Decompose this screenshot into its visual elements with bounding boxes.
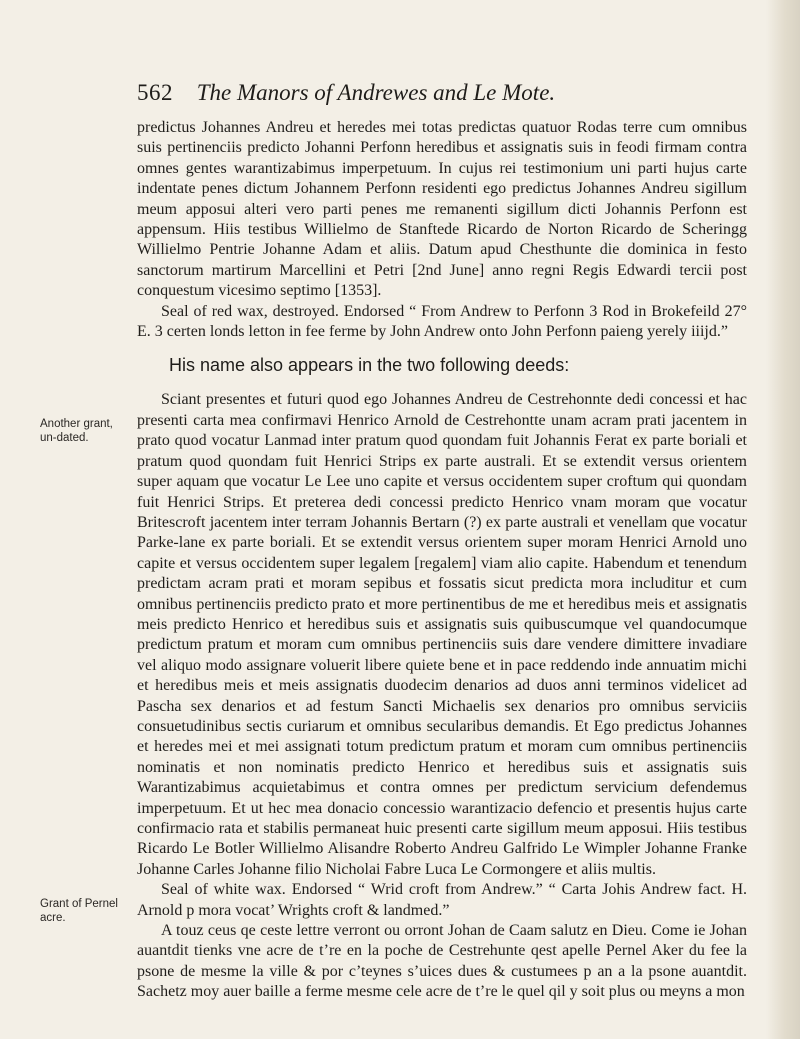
paragraph-seal-note-2: Seal of white wax. Endorsed “ Wrid croft from Andrew.” “ Carta Johis Andrew fact. H. Arnold p mora vocat’ Wrights croft & landmed.”	[137, 881, 747, 919]
paragraph-seal-note-1: Seal of red wax, destroyed. Endorsed “ From Andrew to Perfonn 3 Rod in Brokefeild 27° E. 3 certen londs letton in fee ferme by John Andrew onto John Perfonn paieng yerely iiijd.”	[137, 302, 747, 341]
paragraph-deed-arnold: Sciant presentes et futuri quod ego Johannes Andreu de Cestrehonnte dedi concessi et hac presenti carta mea confirmavi Henrico Arnold de Cestrehontte unam acram prati jacentem in prato quod vocatur Lanmad inter pratum quod quondam fuit Johannis Ferat ex parte boriali et pratum quod quondam fuit Henrici Strips ex parte australi. Et se extendit versus orientem super aquam que vocatur Le Lee uno capite et versus occidentem super croftum qui quondam fuit Henrici Strips. Et preterea dedi concessi predicto Henrico vnam moram que vocatur Britescroft jacentem inter terram Johannis Bertarn (?) ex parte australi et venellam que vocatur Parke-lane ex parte boriali. Et se extendit versus orientem super moram Henrici Arnold uno capite et versus occidentem super legalem [regalem] viam alio capite. Habendum et tenendum predictam acram prati et moram sepibus et fossatis sicut predicta mora includitur et cum omnibus pertinenciis predicto prato et more pertinentibus de me et heredibus meis et assignatis meis predicto Henrico et heredibus suis et assignatis suis quibuscumque vel quandocumque predictum pratum et moram cum omnibus pertinenciis suis dare vendere dimittere invadiare vel aliquo modo assignare voluerit libere quiete bene et in pace reddendo inde annuatim michi et heredibus meis et meis assignatis duodecim denarios ad duos anni terminos videlicet ad Pascha sex denarios et ad festum Sancti Michaelis sex denarios pro omnibus serviciis consuetudinibus sectis curiarum et omnibus secularibus demandis. Et Ego predictus Johannes et heredes mei et mei assignati totum predictum pratum et moram cum omnibus pertinenciis nominatis et non nominatis predicto Henrico et heredibus suis et assignatis suis Warantizabimus acquietabimus et contra omnes per predictum servicium defendemus imperpetuum. Et ut hec mea donacio concessio warantizacio defencio et presentis hujus carte confirmacio rata et stabilis permaneat huic presenti carte sigillum meum apposui. Hiis testibus Ricardo Le Botler Willielmo Alisandre Roberto Andreu Galfrido Le Wimpler Johanne Franke Johanne Carles Johanne filio Nicholai Fabre Luca Le Cormongere et aliis multis.	[137, 391, 747, 878]
section-heading: His name also appears in the two following deeds:	[169, 355, 570, 376]
running-title: The Manors of Andrewes and Le Mote.	[196, 80, 556, 105]
page-header	[137, 78, 737, 108]
body-text	[137, 118, 747, 1003]
paragraph-deed-continuation: predictus Johannes Andreu et heredes mei totas predictas quatuor Rodas terre cum omnibus suis pertinenciis predicto Johanni Perfonn heredibus et assignatis suis in feodi firmam contra omnes gentes warantizabimus imperpetuum. In cujus rei testimonium uni parti hujus carte indentate penes dictum Johannem Perfonn residenti ego predictus Johannes Andreu sigillum meum apposui alteri vero parti penes me remanenti sigillum dicti Johannis Perfonn est appensum. Hiis testibus Willielmo de Stanftede Ricardo de Norton Ricardo de Scheringg Willielmo Pentrie Johanne Adam et aliis. Datum apud Chesthunte die dominica in festo sanctorum martirum Marcellini et Petri [2nd June] anno regni Regis Edwardi tercii post conquestum vicesimo septimo [1353].	[137, 119, 747, 300]
page-number: 562	[137, 80, 173, 105]
margin-note-pernel-acre: Grant of Pernel acre.	[40, 898, 118, 924]
margin-note-another-grant: Another grant, un-dated.	[40, 418, 113, 444]
page-edge-shadow	[766, 0, 800, 1039]
paragraph-deed-caam: A touz ceus qe ceste lettre verront ou orront Johan de Caam salutz en Dieu. Come ie Johan auantdit tienks vne acre de t’re en la poche de Cestrehunte qest apelle Pernel Aker du fee la psone de mesme la ville & por c’teynes s’uices dues & custumees p an a la psone auantdit. Sachetz moy auer baille a ferme mesme cele acre de t’re le quel qil y soit plus ou meyns a mon	[137, 922, 747, 1001]
